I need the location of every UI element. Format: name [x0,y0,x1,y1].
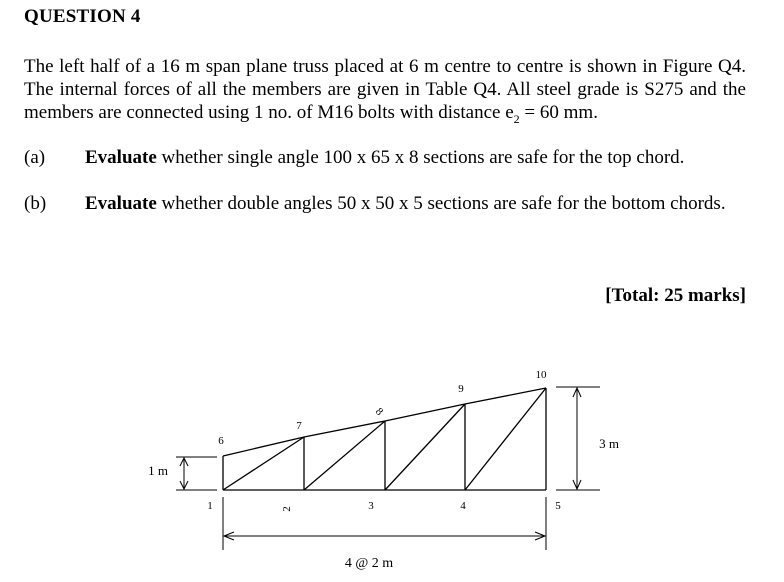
part-b-label: (b) [24,193,47,214]
part-a-body: whether single angle 100 x 65 x 8 sections are safe for the top chord. [156,147,685,168]
right-height-dimension [556,387,600,490]
intro-text-end: = 60 mm. [519,102,598,123]
left-height-label: 1 m [148,463,168,478]
intro-subscript: 2 [513,111,520,126]
diagonal-2-8 [304,421,385,490]
question-heading: QUESTION 4 [24,6,141,27]
right-height-label: 3 m [599,436,619,451]
node-label-10: 10 [535,369,547,381]
node-label-9: 9 [458,383,464,395]
total-marks: [Total: 25 marks] [605,285,746,306]
node-label-1: 1 [207,500,213,512]
node-label-7: 7 [296,420,302,432]
diagonal-3-9 [385,404,465,490]
node-label-2: 2 [281,506,293,512]
left-height-dimension [176,457,217,490]
node-label-5: 5 [555,500,561,512]
diagonal-4-10 [465,388,546,490]
node-label-4: 4 [460,500,466,512]
span-label: 4 @ 2 m [344,556,394,571]
truss-members [223,388,546,490]
node-label-8: 8 [372,405,386,419]
part-b-body: whether double angles 50 x 50 x 5 sections are safe for the bottom chords. [156,193,726,214]
diagonal-1-7 [223,437,304,490]
part-a-label: (a) [24,147,46,168]
span-dimension [223,497,546,550]
intro-text: The left half of a 16 m span plane truss placed at 6 m centre to centre is shown in Figure Q4. The internal forces of all the members are given in Table Q4. All steel grade is S275 and the members are connected using 1 no. of M16 bolts with distance e [24,56,746,123]
node-label-3: 3 [368,500,374,512]
node-label-6: 6 [218,435,224,447]
part-b-verb: Evaluate [85,193,157,214]
part-a-verb: Evaluate [85,147,157,168]
